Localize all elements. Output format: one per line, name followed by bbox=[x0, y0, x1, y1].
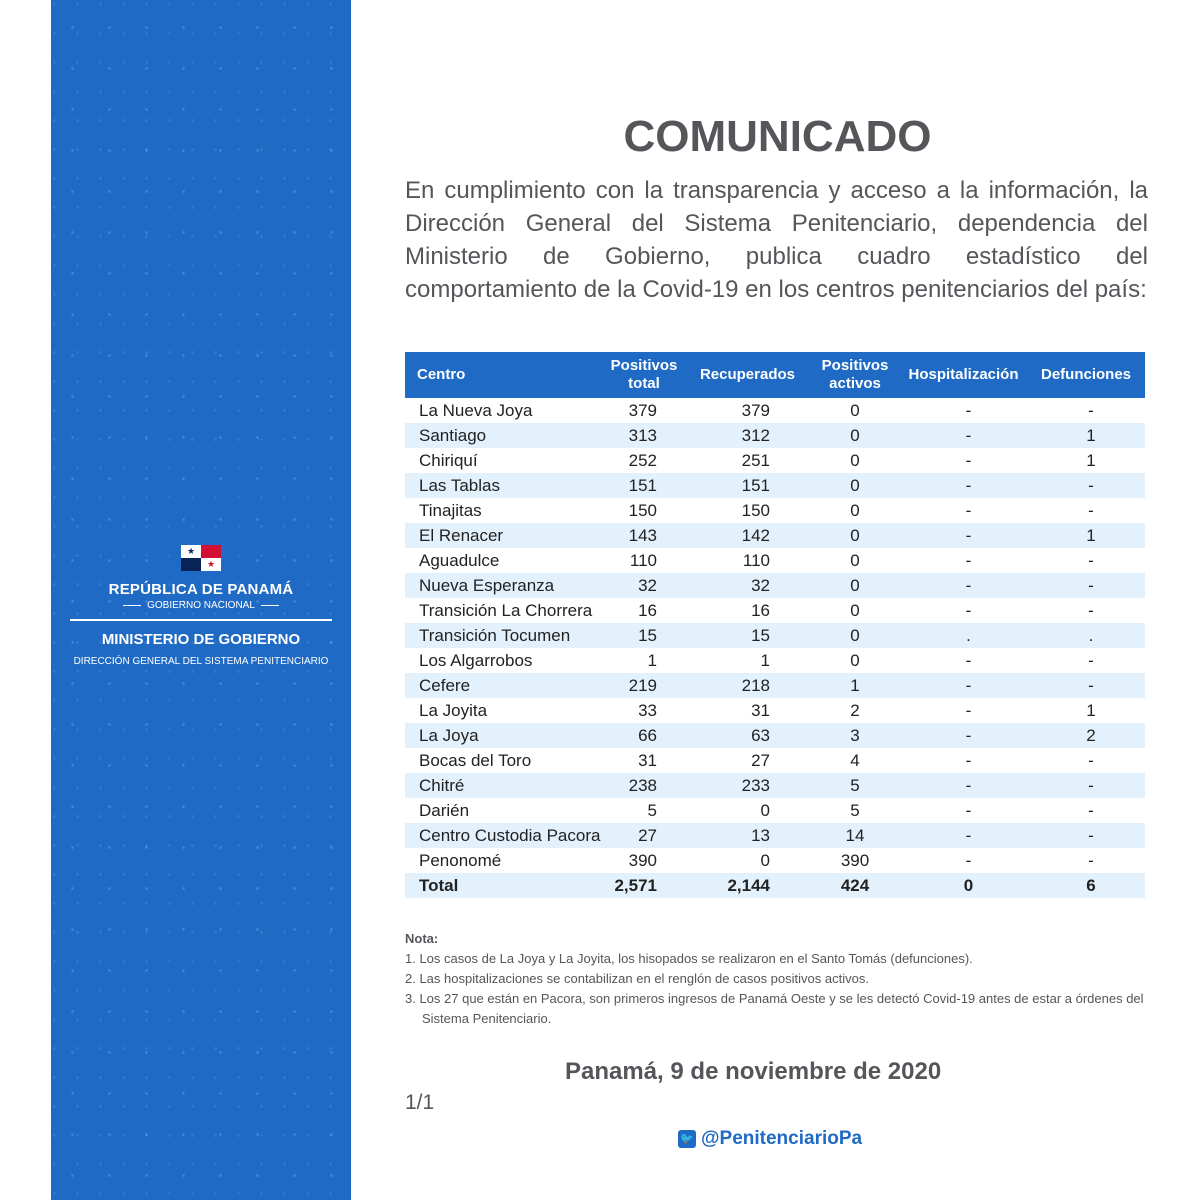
cell-recuperados: 16 bbox=[751, 600, 770, 620]
table-row bbox=[405, 498, 1145, 523]
cell-hospitalizacion: - bbox=[965, 650, 972, 670]
cell-positivos-total: 252 bbox=[628, 450, 657, 470]
cell-centro: Transición La Chorrera bbox=[419, 600, 593, 620]
cell-positivos-activos: 0 bbox=[850, 450, 860, 470]
cell-positivos-activos: 14 bbox=[810, 823, 900, 848]
cell-positivos-total: 5 bbox=[647, 800, 657, 820]
cell-hospitalizacion: - bbox=[965, 600, 972, 620]
cell-recuperados: 27 bbox=[751, 750, 770, 770]
note-item: 2. Las hospitalizaciones se contabilizan en el renglón de casos positivos activos. bbox=[405, 971, 869, 986]
twitter-icon: 🐦 bbox=[678, 1130, 696, 1148]
cell-defunciones: 1 bbox=[1086, 450, 1096, 470]
cell-recuperados: 110 bbox=[742, 550, 770, 570]
cell-hospitalizacion: - bbox=[965, 850, 972, 870]
cell-positivos-activos: 0 bbox=[850, 650, 860, 670]
table-row bbox=[405, 423, 1145, 448]
cell-recuperados: 218 bbox=[685, 673, 810, 698]
cell-defunciones: - bbox=[1088, 500, 1094, 520]
cell-recuperados: 151 bbox=[685, 473, 810, 498]
covid-stats-table bbox=[405, 352, 1145, 898]
cell-positivos-activos: 0 bbox=[810, 473, 900, 498]
cell-positivos-total: 1 bbox=[647, 650, 657, 670]
cell-hospitalizacion: - bbox=[900, 773, 1027, 798]
table-row bbox=[405, 673, 1145, 698]
cell-centro: La Nueva Joya bbox=[419, 400, 533, 420]
ministry-label: MINISTERIO DE GOBIERNO bbox=[101, 631, 301, 648]
page-indicator: 1/1 bbox=[405, 1091, 435, 1114]
header-positivos-total: Positivos total bbox=[603, 352, 685, 398]
cell-positivos-activos: 0 bbox=[850, 600, 860, 620]
cell-positivos-total: 15 bbox=[603, 623, 685, 648]
cell-positivos-total: 27 bbox=[603, 823, 685, 848]
cell-centro: Santiago bbox=[405, 423, 603, 448]
cell-positivos-total: 390 bbox=[628, 850, 657, 870]
cell-recuperados: 0 bbox=[760, 800, 770, 820]
header-recuperados: Recuperados bbox=[685, 352, 810, 398]
cell-hospitalizacion: - bbox=[900, 523, 1027, 548]
cell-positivos-total: 143 bbox=[603, 523, 685, 548]
cell-hospitalizacion: - bbox=[965, 700, 972, 720]
cell-centro: Nueva Esperanza bbox=[405, 573, 603, 598]
cell-positivos-activos: 0 bbox=[810, 423, 900, 448]
cell-centro: La Joyita bbox=[419, 700, 488, 720]
cell-positivos-activos: 0 bbox=[810, 623, 900, 648]
social-handle-text: @PenitenciarioPa bbox=[701, 1128, 863, 1149]
cell-positivos-total: 150 bbox=[628, 500, 657, 520]
cell-recuperados: 142 bbox=[685, 523, 810, 548]
table-row bbox=[405, 473, 1145, 498]
total-cell-hospitalizacion: 0 bbox=[900, 873, 1027, 898]
table-row bbox=[405, 548, 1145, 573]
cell-defunciones: 1 bbox=[1086, 700, 1096, 720]
table-row bbox=[405, 698, 1145, 723]
cell-centro: Cefere bbox=[405, 673, 603, 698]
cell-hospitalizacion: - bbox=[965, 500, 972, 520]
cell-recuperados: 15 bbox=[685, 623, 810, 648]
total-cell-positivos-total: 2,571 bbox=[603, 873, 685, 898]
table-row bbox=[405, 573, 1145, 598]
cell-recuperados: 32 bbox=[685, 573, 810, 598]
cell-positivos-total: 379 bbox=[628, 400, 657, 420]
cell-positivos-total: 16 bbox=[638, 600, 657, 620]
cell-hospitalizacion: - bbox=[900, 473, 1027, 498]
notes-heading: Nota: bbox=[405, 931, 439, 946]
cell-positivos-total: 238 bbox=[603, 773, 685, 798]
cell-hospitalizacion: - bbox=[900, 423, 1027, 448]
cell-positivos-activos: 2 bbox=[850, 700, 860, 720]
table-row bbox=[405, 598, 1145, 623]
republic-label: REPÚBLICA DE PANAMÁ bbox=[108, 581, 294, 598]
total-cell-positivos-activos: 424 bbox=[810, 873, 900, 898]
table-row bbox=[405, 798, 1145, 823]
cell-hospitalizacion: - bbox=[965, 550, 972, 570]
cell-centro: Aguadulce bbox=[419, 550, 500, 570]
date-line: Panamá, 9 de noviembre de 2020 bbox=[565, 1058, 942, 1085]
cell-positivos-activos: 5 bbox=[810, 773, 900, 798]
table-total-row bbox=[405, 873, 1145, 898]
cell-recuperados: 312 bbox=[685, 423, 810, 448]
cell-recuperados: 0 bbox=[760, 850, 770, 870]
side-panel bbox=[51, 0, 351, 1200]
government-label: GOBIERNO NACIONAL bbox=[147, 600, 255, 611]
cell-defunciones: 1 bbox=[1027, 423, 1145, 448]
total-cell-defunciones: 6 bbox=[1027, 873, 1145, 898]
cell-positivos-activos: 0 bbox=[810, 573, 900, 598]
cell-positivos-activos: 5 bbox=[850, 800, 860, 820]
logo-divider bbox=[70, 619, 332, 621]
cell-positivos-total: 151 bbox=[603, 473, 685, 498]
table-row bbox=[405, 448, 1145, 473]
cell-positivos-activos: 4 bbox=[850, 750, 860, 770]
cell-defunciones: - bbox=[1027, 473, 1145, 498]
cell-defunciones: - bbox=[1088, 650, 1094, 670]
intro-paragraph: En cumplimiento con la transparencia y acceso a la información, la Dirección General del Sistema Penitenciario, dependencia del Ministerio de Gobierno, publica cuadro estadístico del comportamiento de la Covid-19 en los centros penitenciarios del país: bbox=[405, 177, 1148, 303]
cell-hospitalizacion: - bbox=[965, 750, 972, 770]
cell-defunciones: - bbox=[1088, 550, 1094, 570]
cell-centro: La Joya bbox=[405, 723, 603, 748]
cell-centro: Chitré bbox=[405, 773, 603, 798]
cell-positivos-activos: 0 bbox=[810, 523, 900, 548]
total-cell-centro: Total bbox=[405, 873, 603, 898]
table-row bbox=[405, 398, 1145, 423]
table-row bbox=[405, 523, 1145, 548]
cell-recuperados: 251 bbox=[741, 450, 770, 470]
cell-recuperados: 63 bbox=[685, 723, 810, 748]
cell-centro: El Renacer bbox=[405, 523, 603, 548]
cell-centro: Penonomé bbox=[419, 850, 502, 870]
note-item: 3. Los 27 que están en Pacora, son primeros ingresos de Panamá Oeste y se les detectó Covid-19 antes de estar a órdenes del Sistema Penitenciario. bbox=[405, 991, 1144, 1026]
cell-recuperados: 1 bbox=[760, 650, 770, 670]
table-header-row bbox=[405, 352, 1145, 398]
cell-defunciones: - bbox=[1027, 573, 1145, 598]
table-row bbox=[405, 748, 1145, 773]
cell-centro: Las Tablas bbox=[405, 473, 603, 498]
header-positivos-activos: Positivos activos bbox=[810, 352, 900, 398]
cell-hospitalizacion: - bbox=[965, 450, 972, 470]
cell-positivos-activos: 1 bbox=[810, 673, 900, 698]
cell-defunciones: 1 bbox=[1027, 523, 1145, 548]
cell-recuperados: 13 bbox=[685, 823, 810, 848]
note-item: 1. Los casos de La Joya y La Joyita, los hisopados se realizaron en el Santo Tomás (defunciones). bbox=[405, 951, 973, 966]
cell-hospitalizacion: - bbox=[900, 823, 1027, 848]
cell-hospitalizacion: - bbox=[965, 800, 972, 820]
table-row bbox=[405, 623, 1145, 648]
cell-recuperados: 31 bbox=[751, 700, 770, 720]
cell-positivos-total: 219 bbox=[603, 673, 685, 698]
cell-positivos-activos: 0 bbox=[850, 550, 860, 570]
cell-defunciones: - bbox=[1088, 800, 1094, 820]
cell-recuperados: 233 bbox=[685, 773, 810, 798]
cell-hospitalizacion: - bbox=[965, 400, 972, 420]
cell-hospitalizacion: - bbox=[900, 573, 1027, 598]
cell-centro: Chiriquí bbox=[419, 450, 478, 470]
cell-centro: Centro Custodia Pacora bbox=[405, 823, 603, 848]
cell-centro: Transición Tocumen bbox=[405, 623, 603, 648]
total-cell-recuperados: 2,144 bbox=[685, 873, 810, 898]
government-logo bbox=[51, 545, 351, 667]
header-hospitalizacion: Hospitalización bbox=[900, 352, 1027, 398]
cell-defunciones: 2 bbox=[1027, 723, 1145, 748]
directorate-label: DIRECCIÓN GENERAL DEL SISTEMA PENITENCIARIO bbox=[73, 656, 329, 667]
table-row bbox=[405, 723, 1145, 748]
cell-positivos-total: 110 bbox=[629, 550, 657, 570]
cell-positivos-total: 313 bbox=[603, 423, 685, 448]
cell-defunciones: . bbox=[1027, 623, 1145, 648]
header-centro: Centro bbox=[405, 352, 603, 398]
notes-section bbox=[405, 929, 1145, 1029]
table-row bbox=[405, 823, 1145, 848]
cell-positivos-activos: 0 bbox=[850, 500, 860, 520]
cell-defunciones: - bbox=[1088, 750, 1094, 770]
cell-defunciones: - bbox=[1027, 673, 1145, 698]
cell-positivos-activos: 0 bbox=[850, 400, 860, 420]
social-handle-link[interactable] bbox=[678, 1128, 862, 1150]
cell-defunciones: - bbox=[1027, 773, 1145, 798]
cell-positivos-total: 31 bbox=[638, 750, 657, 770]
cell-hospitalizacion: . bbox=[900, 623, 1027, 648]
cell-positivos-activos: 390 bbox=[840, 850, 870, 870]
table-row bbox=[405, 648, 1145, 673]
cell-centro: Tinajitas bbox=[419, 500, 482, 520]
cell-positivos-total: 33 bbox=[638, 700, 657, 720]
cell-defunciones: - bbox=[1027, 823, 1145, 848]
panama-flag-icon: ★ ★ bbox=[181, 545, 221, 571]
cell-centro: Los Algarrobos bbox=[419, 650, 533, 670]
cell-hospitalizacion: - bbox=[900, 673, 1027, 698]
table-row bbox=[405, 773, 1145, 798]
cell-centro: Darién bbox=[419, 800, 470, 820]
cell-positivos-total: 32 bbox=[603, 573, 685, 598]
cell-positivos-activos: 3 bbox=[810, 723, 900, 748]
cell-recuperados: 150 bbox=[741, 500, 770, 520]
cell-defunciones: - bbox=[1088, 850, 1094, 870]
cell-defunciones: - bbox=[1088, 600, 1094, 620]
cell-centro: Bocas del Toro bbox=[419, 750, 532, 770]
header-defunciones: Defunciones bbox=[1027, 352, 1145, 398]
page-title: COMUNICADO bbox=[623, 112, 932, 161]
cell-defunciones: - bbox=[1088, 400, 1094, 420]
table-row bbox=[405, 848, 1145, 873]
cell-positivos-total: 66 bbox=[603, 723, 685, 748]
cell-recuperados: 379 bbox=[741, 400, 770, 420]
cell-hospitalizacion: - bbox=[900, 723, 1027, 748]
table-body bbox=[405, 398, 1145, 898]
